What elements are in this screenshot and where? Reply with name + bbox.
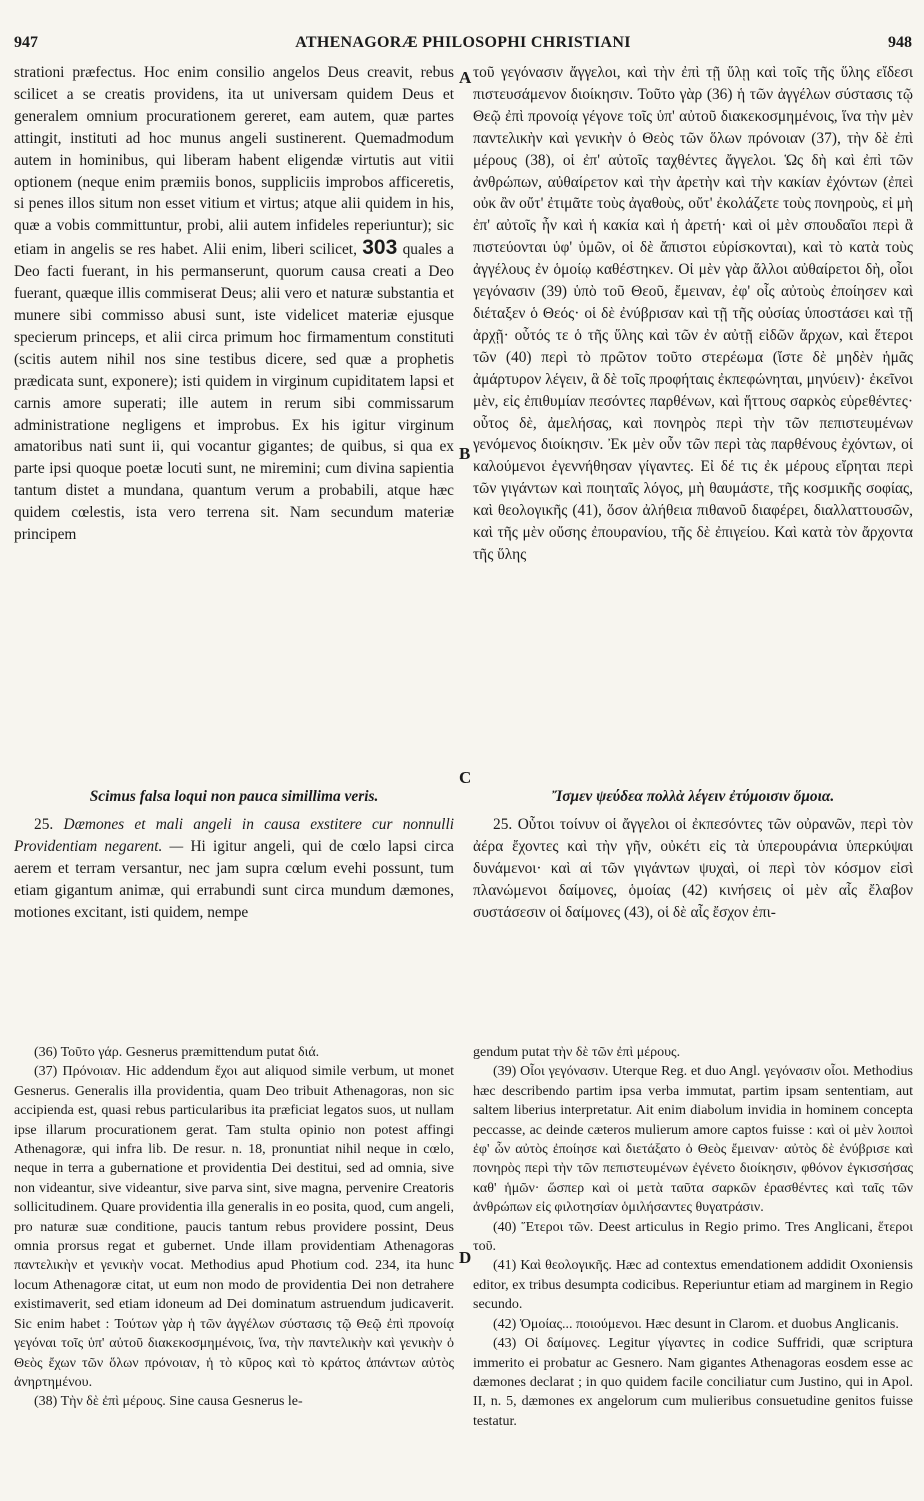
- footnote-41: (41) Καὶ θεολογικῆς. Hæc ad contextus emendationem addidit Oxoniensis editor, ex tribus desumpta codicibus. Reperiuntur etiam ad marginem in Regio secundo.: [473, 1258, 913, 1313]
- margin-letter-d: D: [459, 1248, 472, 1267]
- greek-section-paragraph: [473, 814, 913, 924]
- latin-text-part-2: quales a Deo facti fuerant, in his permanserunt, quorum causa creati a Deo fuerant, quæque illis commiserat Deus; alii vero et naturæ substantia et munere sibi commisso abusi sunt, iste videlicet materiæ ejusque specierum princeps, et alii circa primum hoc firmamentum constituti (scitis autem nihil nos sine testibus dicere, sed quæ a prophetis prædicata sunt, exponere); isti quidem in virginum cupiditatem lapsi et carnis amore superati; ille autem in rerum sibi commissarum administratione negligens et improbus. Ex his igitur virginum amatoribus nati sunt ii, qui vocantur gigantes; de quibus, si qua ex parte ipsi quoque poetæ locuti sunt, ne miremini; cum divina sapientia tantum distet a mundana, quantum verum a probabili, atque hæc quidem cœlestis, ista vero terrena sit. Nam secundum materiæ principem: [14, 241, 454, 544]
- latin-column-main: [14, 62, 454, 546]
- column-number-303: 303: [362, 236, 398, 260]
- running-title: ATHENAGORÆ PHILOSOPHI CHRISTIANI: [295, 34, 631, 51]
- footnote-36: (36) Τοῦτο γάρ. Gesnerus præmittendum putat διά.: [34, 1045, 320, 1060]
- greek-paragraph: τοῦ γεγόνασιν ἄγγελοι, καὶ τὴν ἐπὶ τῇ ὕλῃ καὶ τοῖς τῆς ὕλης εἴδεσι πιστευσάμενον διοίκησιν. Τοῦτο γὰρ (36) ἡ τῶν ἀγγέλων σύστασις τῷ Θεῷ ἐπὶ προνοίᾳ γέγονε τοῖς ὑπ' αὐτοῦ διακεκοσμημένοις, ἵνα τὴν μὲν παντελικὴν καὶ γενικὴν ὁ Θεὸς τῶν ὅλων πρόνοιαν (37), τὴν δὲ ἐπὶ μέρους (38), οἱ ἐπ' αὐτοῖς ταχθέντες ἄγγελοι. Ὡς δὴ καὶ ἐπὶ τῶν ἀνθρώπων, αὐθαίρετον καὶ τὴν ἀρετὴν καὶ τὴν κακίαν ἐχόντων (ἐπεὶ οὐκ ἂν οὔτ' ἐτιμᾶτε τοὺς ἀγαθοὺς, οὔτ' ἐκολάζετε τοὺς πονηροὺς, εἰ μὴ ἐπ' αὐτοῖς ἦν καὶ ἡ κακία καὶ ἡ ἀρετή· καὶ οἱ μὲν σπουδαῖοι περὶ ἃ πιστεύονται ὑφ' ὑμῶν, οἱ δὲ ἄπιστοι εὑρίσκονται), καὶ τὸ κατὰ τοὺς ἀγγέλους ἐν ὁμοίῳ καθέστηκεν. Οἱ μὲν γὰρ ἄλλοι αὐθαίρετοι δὴ, οἷοι γεγόνασιν (39) ὑπὸ τοῦ Θεοῦ, ἔμειναν, ἐφ' οἷς αὐτοὺς ἐποίησεν καὶ διέταξεν ὁ Θεός· οἱ δὲ ἐνύβρισαν καὶ τῇ τῆς οὐσίας ὑποστάσει καὶ τῇ ἀρχῇ· οὗτός τε ὁ τῆς ὕλης καὶ τῶν ἐν αὐτῇ εἰδῶν ἄρχων, καὶ ἕτεροι τῶν (40) περὶ τὸ πρῶτον τοῦτο στερέωμα (ἴστε δὲ μηδὲν ἡμᾶς ἀμάρτυρον λέγειν, ἃ δὲ τοῖς προφήταις ἐκπεφώνηται, μηνύειν)· ἐκεῖνοι μὲν, εἰς ἐπιθυμίαν πεσόντες παρθένων, καὶ ἥττους σαρκὸς εὑρεθέντες· οὗτος δὲ, ἀμελήσας, καὶ πονηρὸς περὶ τὴν τῶν πεπιστευμένων γενόμενος διοίκησιν. Ἐκ μὲν οὖν τῶν περὶ τὰς παρθένους ἐχόντων, οἱ καλούμενοι ἐγεννήθησαν γίγαντες. Εἰ δέ τις ἐκ μέρους εἴρηται περὶ τῶν γιγάντων καὶ ποιηταῖς λόγος, μὴ θαυμάστε, τῆς κοσμικῆς σοφίας, καὶ θεολογικῆς (41), ὅσον ἀλήθεια πιθανοῦ διαφέρει, διαλλαττουσῶν, καὶ τῆς μὲν οὔσης ἐπουρανίου, τῆς δὲ ἐπιγείου. Καὶ κατὰ τὸν ἄρχοντα τῆς ὕλης: [473, 64, 913, 563]
- latin-paragraph: [14, 62, 454, 546]
- latin-section-paragraph: [14, 814, 454, 924]
- section-number: 25.: [493, 815, 513, 833]
- latin-section-25: [14, 786, 454, 923]
- section-number: 25.: [34, 815, 54, 833]
- running-header: [14, 34, 912, 56]
- footnote-38-continued: gendum putat τὴν δὲ τῶν ἐπὶ μέρους.: [473, 1045, 681, 1060]
- greek-column-main: [473, 62, 913, 566]
- greek-verse: Ἴσμεν ψεύδεα πολλὰ λέγειν ἐτύμοισιν ὅμοια.: [551, 788, 835, 805]
- footnote-39: (39) Οἷοι γεγόνασιν. Uterque Reg. et duo Angl. γεγόνασιν οἷοι. Methodius hæc describendo partim ipsa verba immutat, partim ipsam sententiam, aut saltem liberius interpretatur. Ait enim diabolum invidia in hominem concepta peccasse, ac deinde cæteros mulierum amore captos fuisse : καὶ οἱ μὲν λοιποὶ ἐφ' ὧν αὐτὸς ἐποίησε καὶ διετάξατο ὁ Θεὸς ἔμειναν· αὐτὸς δὲ ἐνύβρισε καὶ πονηρὸς περὶ τὴν τῶν πεπιστευμένων ἐγένετο διοίκησιν, φθόνον ἐγκισσήσας καθ' ἡμῶν· ὥσπερ καὶ οἱ μετὰ ταῦτα σαρκῶν ἐρασθέντες καὶ ταῖς τῶν ἀνθρώπων εἰς φιλοτησίαν ὁμιλήσαντες θυγατράσιν.: [473, 1064, 913, 1216]
- margin-letter-c: C: [459, 768, 472, 787]
- footnotes-right: [473, 1043, 913, 1431]
- section-text: Οὗτοι τοίνυν οἱ ἄγγελοι οἱ ἐκπεσόντες τῶν οὐρανῶν, περὶ τὸν ἀέρα ἔχοντες καὶ τὴν γῆν, οὐκέτι εἰς τὰ ὑπερουράνια ὑπερκύψαι δυνάμενοι· καὶ αἱ τῶν γιγάντων ψυχαὶ, οἱ περὶ τὸν κόσμον εἰσὶ πλανώμενοι δαίμονες, ὁμοίας (42) κινήσεις οἱ μὲν αἷς ἔλαβον συστάσεσιν οἱ δαίμονες (43), οἱ δὲ αἷς ἔσχον ἐπι-: [473, 815, 913, 921]
- footnote-40: (40) Ἕτεροι τῶν. Deest articulus in Regio primo. Tres Anglicani, ἕτεροι τοῦ.: [473, 1219, 913, 1255]
- margin-letter-b: B: [459, 444, 471, 463]
- margin-letter-a: A: [459, 68, 472, 87]
- section-text: Hi igitur angeli, qui de cœlo lapsi circa aerem et terram versantur, nec jam supra cœlum evehi possunt, tum etiam gigantum animæ, qui errabundi sunt circa mundum dæmones, motiones excitant, isti quidem, nempe: [14, 837, 454, 921]
- latin-verse: Scimus falsa loqui non pauca simillima veris.: [89, 788, 379, 805]
- section-title: Dæmones et mali angeli in causa exstitere cur nonnulli Providentiam negarent. —: [14, 815, 454, 855]
- latin-text-part-1: strationi præfectus. Hoc enim consilio angelos Deus creavit, rebus scilicet a se creatis providens, ita ut universam quidem Deus et generalem omnium procurationem gereret, eam autem, quæ partes attingit, instituti ad hoc munus angeli sustinerent. Quemadmodum autem in hominibus, qui liberam habent eligendæ virtutis aut vitii optionem (neque enim præmiis bonos, suppliciis improbos afficeretis, si penes illos situm non esset vitium et virtus; atque alii quidem in his, quæ a vobis committuntur, probi, alii autem infideles reperiuntur); sic etiam in angelis se res habet. Alii enim, liberi scilicet,: [14, 64, 454, 259]
- footnote-43: (43) Οἱ δαίμονες. Legitur γίγαντες in codice Suffridi, quæ scriptura immerito ei probatur ac Gesnero. Nam gigantes Athenagoras eosdem esse ac dæmones declarat ; in quo quidem facile conciliatur cum Justino, qui in Apol. II, n. 5, dæmones ex angelorum cum mulieribus consuetudine genitos fuisse testatur.: [473, 1336, 913, 1429]
- footnote-42: (42) Ὁμοίας... ποιούμενοι. Hæc desunt in Clarom. et duobus Anglicanis.: [493, 1316, 899, 1332]
- left-page-number: 947: [14, 34, 38, 51]
- right-page-number: 948: [888, 34, 912, 51]
- footnote-38: (38) Τὴν δὲ ἐπὶ μέρους. Sine causa Gesnerus le-: [34, 1394, 303, 1410]
- footnotes-left: [14, 1043, 454, 1412]
- footnote-37: (37) Πρόνοιαν. Hic addendum ἔχοι aut aliquod simile verbum, ut monet Gesnerus. Generalis illa providentia, quam Deo tribuit Athenagoras, non sic accipienda est, quasi rebus particularibus ita præficiat legatos suos, ut nullam ipse illarum procurationem gerat. Tam stulta opinio non potest affingi Athenagoræ, qui infra lib. De resur. n. 18, pronuntiat nihil neque in cœlo, neque in terra a gubernatione et providentia Dei destitui, sed ad omnia, sive non videantur, sive videantur, sive parva sint, sive magna, pervenire Creatoris sollicitudinem. Quare providentia illa generalis in eo posita, quod, cum angeli, pro naturæ suæ conditione, paucis tantum rebus providere possint, Deus omnia prorsus regat et gubernet. Unde illam providentiam Athenagoras παντελικὴν et γενικὴν vocat. Methodius apud Photium cod. 234, ita hunc locum Athenagoræ citat, ut eum non modo de providentia Dei non detrahere existimaverit, sed etiam idoneum ad Dei dominatum astruendum judicaverit. Sic enim habet : Τούτων γὰρ ἡ τῶν ἀγγέλων σύστασις τῷ Θεῷ ἐπὶ προνοίᾳ γεγόναι τοῖς ὑπ' αὐτοῦ διακεκοσμημένοις, ἵνα, τὴν παντελικὴν καὶ γενικὴν ὁ Θεὸς ἔχων τῶν ὅλων πρόνοιαν, ἡ τὸ κῦρος καὶ τὸ κράτος ἁπάντων αὐτὸς ἀνηρτημένου.: [14, 1064, 454, 1390]
- greek-section-25: [473, 786, 913, 923]
